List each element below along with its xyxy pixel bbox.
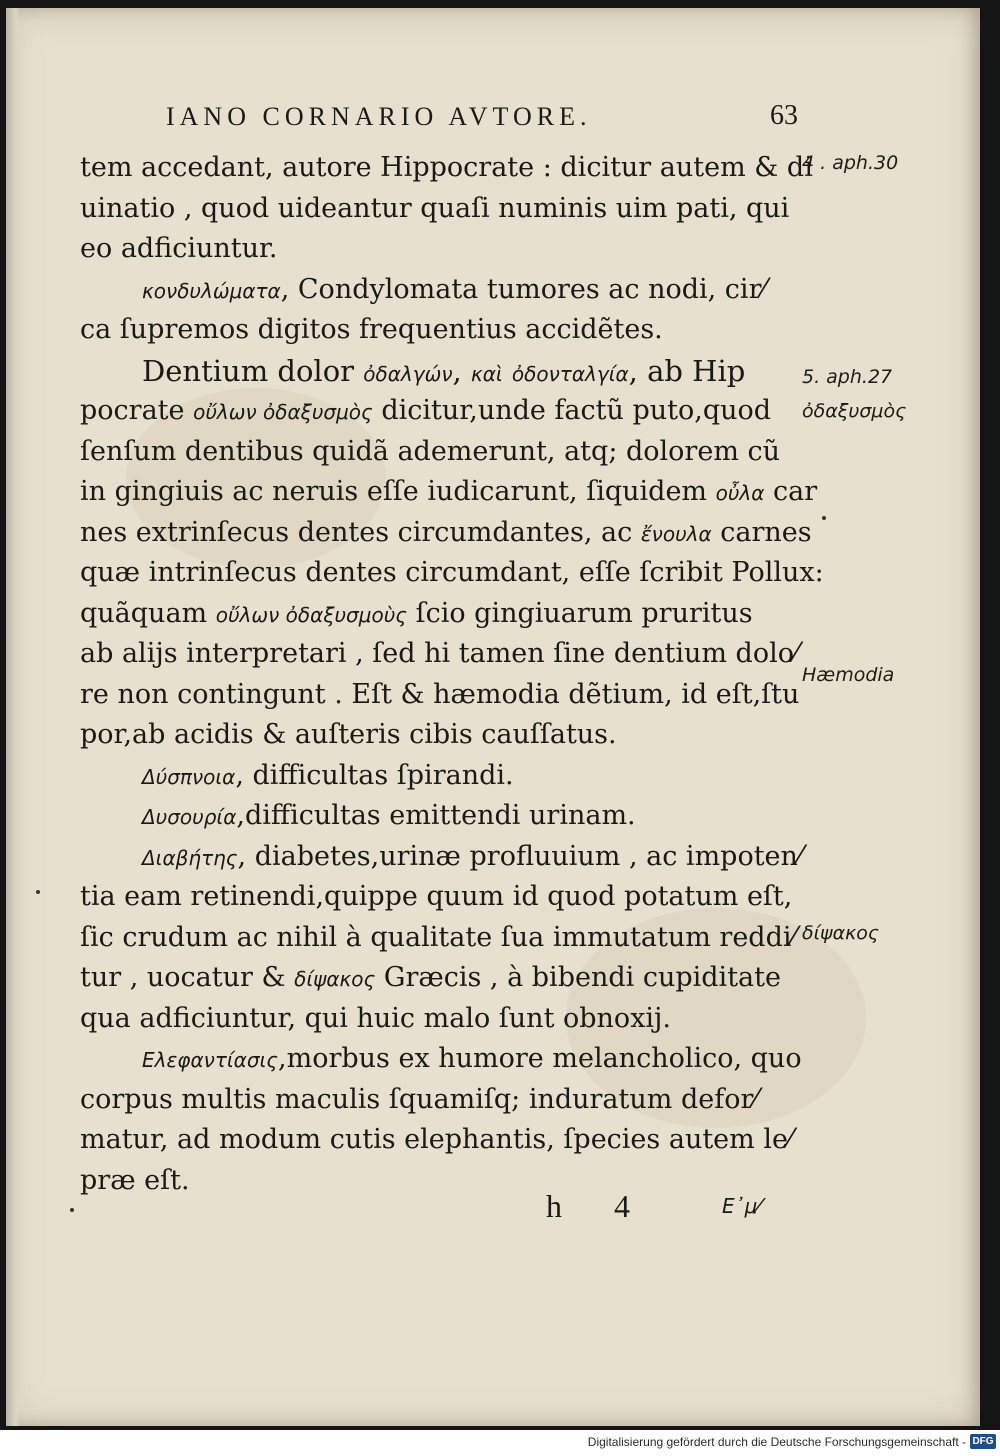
text-line: in gingiuis ac neruis eſſe iudicarunt, ſiquidem οὖλα car <box>80 476 818 507</box>
greek-term: Ελεφαντίασις <box>142 1048 279 1072</box>
signature-mark: h 4 <box>546 1188 652 1224</box>
margin-note-odaxysmos: ὀδαξυσμὸς <box>802 400 907 422</box>
text-line: κονδυλώματα, Condylomata tumores ac nodi, cir⁄ <box>142 273 766 305</box>
catchword: Ε᾽μ⁄ <box>722 1194 761 1218</box>
greek-term: ὀδονταλγία <box>511 361 629 386</box>
text-line: tia eam retinendi,quippe quum id quod potatum eſt, <box>80 881 793 912</box>
dfg-logo: DFG <box>970 1434 996 1449</box>
text-line: nes extrinſecus dentes circumdantes, ac ἔνουλα carnes <box>80 516 812 548</box>
text-line: Ελεφαντίασις,morbus ex humore melancholico, quo <box>142 1043 802 1074</box>
margin-note-dipsakos: δίψακος <box>802 922 880 944</box>
greek-term: δίψακος <box>294 967 376 991</box>
body-text <box>80 148 824 1201</box>
text-line: matur, ad modum cutis elephantis, ſpecies autem le⁄ <box>80 1124 793 1155</box>
greek-term: κονδυλώματα <box>142 278 281 303</box>
text-line: præ eſt. <box>80 1164 190 1196</box>
text-line: qua adficiuntur, qui huic malo ſunt obnoxij. <box>80 1002 672 1034</box>
greek-term: καὶ <box>470 361 503 386</box>
text-line: Δυσουρία,difficultas emittendi urinam. <box>142 800 636 831</box>
greek-term: οὖλα <box>715 481 765 505</box>
text-line: ſenſum dentibus quidã ademerunt, atq; dolorem cũ <box>80 435 781 467</box>
greek-term: Δυσουρία <box>142 805 237 829</box>
greek-term: Διαβήτης <box>142 845 238 870</box>
text-line: eo adficiuntur. <box>80 233 278 264</box>
page-number: 63 <box>770 100 798 131</box>
text-line: quæ intrinſecus dentes circumdant, eſſe ſcribit Pollux: <box>80 557 824 588</box>
funding-credit: Digitalisierung gefördert durch die Deutsche Forschungsgemeinschaft - <box>587 1435 966 1449</box>
text-line: re non contingunt . Eſt & hæmodia dẽtium, id eſt,ſtu <box>80 678 800 710</box>
text-line: Διαβήτης, diabetes,urinæ profluuium , ac impoten⁄ <box>142 840 803 872</box>
text-line: Δύσπνοια, difficultas ſpirandi. <box>142 759 514 791</box>
text-line: Dentium dolor ὀδαλγών, καὶ ὀδονταλγία, ab Hip <box>142 353 746 388</box>
text-line: ſic crudum ac nihil à qualitate ſua immutatum reddi⁄ <box>80 921 797 953</box>
text-line: por,ab acidis & auſteris cibis cauſſatus. <box>80 719 617 750</box>
ink-speck <box>70 1208 74 1212</box>
running-head: IANO CORNARIO AVTORE. <box>166 102 592 131</box>
text-line: pocrate οὔλων ὀδαξυσμὸς dicitur,unde factũ puto,quod <box>80 395 772 426</box>
text-line: corpus multis maculis ſquamiſq; induratum defor⁄ <box>80 1083 758 1115</box>
text-line: tem accedant, autore Hippocrate : dicitur autem & di <box>80 152 813 183</box>
margin-note-aph-27: 5. aph.27 <box>802 366 893 388</box>
greek-term: ὀδαλγών <box>363 361 453 386</box>
text-line: quãquam οὔλων ὀδαξυσμοὺς ſcio gingiuarum pruritus <box>80 597 753 629</box>
margin-note-haemodia: Hæmodia <box>802 664 895 686</box>
greek-term: ἔνουλα <box>640 521 712 546</box>
page-gutter-edge <box>6 8 20 1426</box>
greek-term: Δύσπνοια <box>142 764 236 789</box>
greek-term: οὔλων ὀδαξυσμὸς <box>193 400 373 424</box>
greek-term: οὔλων ὀδαξυσμοὺς <box>215 602 407 627</box>
digitization-footer <box>0 1430 1000 1456</box>
ink-speck <box>36 890 40 894</box>
text-line: tur , uocatur & δίψακος Græcis , à bibendi cupiditate <box>80 962 781 993</box>
text-line: uinatio , quod uideantur quaſi numinis uim pati, qui <box>80 192 790 224</box>
text-line: ab alijs interpretari , ſed hi tamen ſine dentium dolo⁄ <box>80 638 799 669</box>
margin-note-aph-30: 4 . aph.30 <box>802 152 899 174</box>
text-line: ca ſupremos digitos frequentius accidẽtes. <box>80 314 663 345</box>
ink-speck <box>822 516 826 520</box>
